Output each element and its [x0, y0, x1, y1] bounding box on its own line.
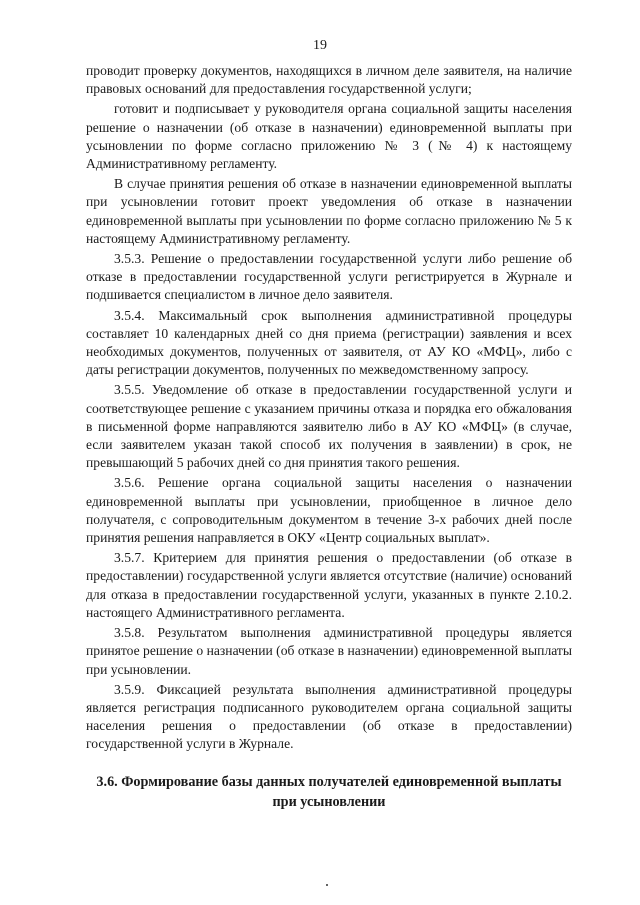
paragraph-3: В случае принятия решения об отказе в назначении единовременной выплаты при усыновлении готовит проект уведомления об отказе в назначении единовременной выплаты при усыновлении по форме согласно приложению № 5 к настоящему Административному регламенту. — [86, 176, 572, 246]
paragraph-3-5-8: 3.5.8. Результатом выполнения административной процедуры является принятое решение о назначении (об отказе в назначении) единовременной выплаты при усыновлении. — [86, 625, 572, 677]
page-number: 19 — [313, 38, 327, 53]
paragraph-2: готовит и подписывает у руководителя органа социальной защиты населения решение о назначении (об отказе в назначении) единовременной выплаты при усыновлении по форме согласно приложению № 3 (№ 4) к настоящему Административному регламенту. — [86, 101, 572, 172]
paragraph-3-5-7: 3.5.7. Критерием для принятия решения о предоставлении (об отказе в предоставлении) государственной услуги является отсутствие (наличие) оснований для отказа в предоставлении государственной услуги, указанных в пункте 2.10.2. настоящего Административного регламента. — [86, 550, 572, 620]
paragraph-3-5-5: 3.5.5. Уведомление об отказе в предоставлении государственной услуги и соответствующее решение с указанием причины отказа и порядка его обжалования в письменной форме направляются заявителю либо в АУ КО «МФЦ» (в случае, если заявителем указан такой способ их получения в заявлении) в срок, не превышающий 5 рабочих дней со дня принятия такого решения. — [86, 382, 572, 471]
paragraph-3-5-9: 3.5.9. Фиксацией результата выполнения административной процедуры является регистрация подписанного руководителем органа социальной защиты населения решения о предоставлении (об отказе в предоставлении) государственной услуги в Журнале. — [86, 681, 572, 752]
paragraph-3-5-6: 3.5.6. Решение органа социальной защиты населения о назначении единовременной выплаты при усыновлении, приобщенное в личное дело получателя, с сопроводительным документом в течение 3-х рабочих дней после принятия решения направляется в ОКУ «Центр социальных выплат». — [86, 475, 572, 546]
paragraph-1: проводит проверку документов, находящихся в личном деле заявителя, на наличие правовых оснований для предоставления государственной услуги; — [86, 63, 572, 97]
section-heading-3-6: 3.6. Формирование базы данных получателей единовременной выплаты при усыновлении — [96, 773, 562, 810]
paragraph-3-5-3: 3.5.3. Решение о предоставлении государственной услуги либо решение об отказе в предоставлении государственной услуги регистрируется в Журнале и подшивается специалистом в личное дело заявителя. — [86, 251, 572, 303]
document-body — [86, 62, 572, 812]
scan-dot-mark — [326, 884, 328, 886]
paragraph-3-5-4: 3.5.4. Максимальный срок выполнения административной процедуры составляет 10 календарных дней со дня приема (регистрации) заявления и всех необходимых документов, полученных от заявителя, от АУ КО «МФЦ», либо с даты регистрации документов, полученных по межведомственному запросу. — [86, 307, 572, 378]
